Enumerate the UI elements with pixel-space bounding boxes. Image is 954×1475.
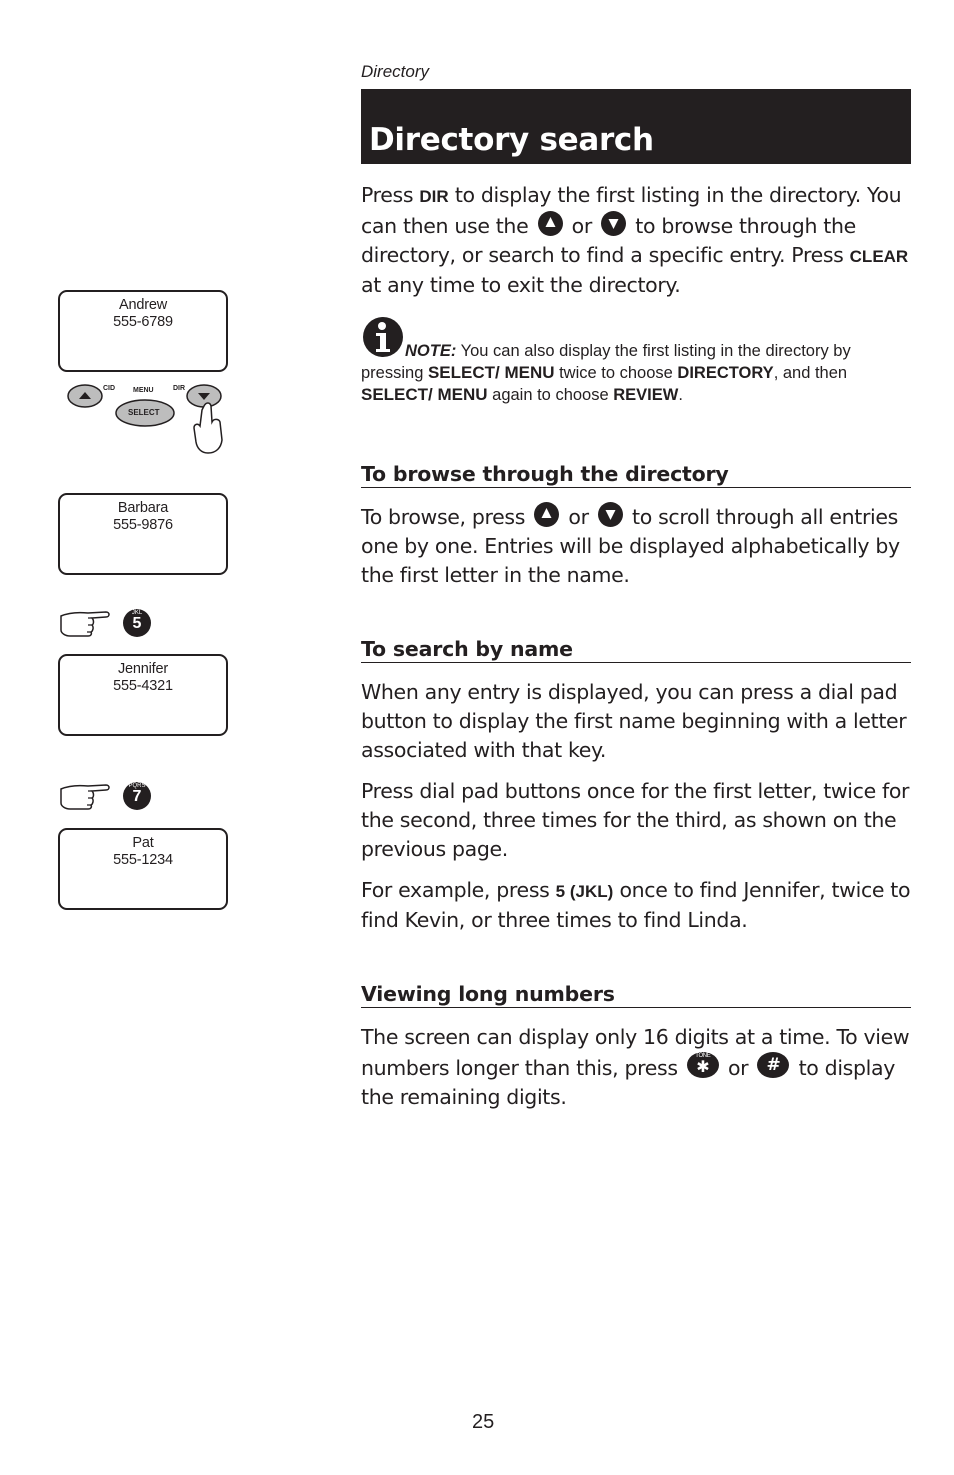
long-numbers-paragraph: The screen can display only 16 digits at a time. To view numbers longer than this, press TONE ✱ or # to display the remaining digits.	[361, 1025, 910, 1109]
note-label: NOTE:	[405, 342, 457, 360]
down-arrow-key-icon	[598, 502, 623, 527]
handset-screen-jennifer	[58, 654, 228, 736]
star-tone-key-icon: TONE ✱	[687, 1052, 719, 1078]
screen-number: 555-6789	[113, 314, 173, 330]
key-letters: JKL	[131, 610, 143, 616]
handset-nav-keys	[58, 380, 228, 455]
browse-paragraph: To browse, press or to scroll through all entries one by one. Entries will be displayed alphabetically by the first letter in the name.	[361, 502, 913, 590]
up-arrow-key-icon	[534, 502, 559, 527]
title-bar	[361, 89, 911, 164]
screen-number: 555-1234	[113, 852, 173, 868]
dir-key-label: DIR	[419, 187, 449, 206]
handset-screen-andrew	[58, 290, 228, 372]
keypad-hint-7	[58, 781, 158, 811]
cid-key-label: CID	[103, 385, 116, 392]
hash-key-icon: #	[757, 1052, 789, 1078]
page-title: Directory search	[369, 122, 654, 158]
screen-name: Jennifer	[118, 661, 168, 677]
intro-paragraph: Press DIR to display the first listing in the directory. You can then use the or to browse through the directory, or search to find a specific entry. Press CLEAR at any time to exit the directory.	[361, 183, 909, 297]
down-arrow-key-icon	[601, 211, 626, 236]
key-digit: 5	[132, 615, 142, 632]
handset-screen-barbara	[58, 493, 228, 575]
screen-name: Pat	[132, 835, 154, 851]
note-block: NOTE: You can also display the first listing in the directory by pressing SELECT/ MENU twice to choose DIRECTORY, and then SELECT/ MENU again to choose REVIEW.	[361, 316, 913, 406]
screen-number: 555-4321	[113, 678, 173, 694]
screen-number: 555-9876	[113, 517, 173, 533]
screen-name: Barbara	[117, 500, 169, 516]
search-heading: To search by name	[361, 637, 911, 663]
info-icon	[361, 316, 405, 358]
search-paragraph-2: Press dial pad buttons once for the first letter, twice for the second, three times for the third, as shown on the previous page.	[361, 779, 910, 861]
browse-heading: To browse through the directory	[361, 462, 911, 488]
screen-name: Andrew	[119, 297, 167, 313]
menu-key-label: MENU	[133, 387, 154, 394]
page-number: 25	[472, 1411, 495, 1433]
search-paragraph-3: For example, press 5 (JKL) once to find Jennifer, twice to find Kevin, or three times to find Linda.	[361, 878, 911, 932]
select-key-label: SELECT	[128, 408, 160, 417]
key-5-label: 5 (JKL)	[555, 882, 614, 901]
keypad-hint-5	[58, 608, 158, 638]
section-label: Directory	[361, 62, 430, 81]
key-letters: PQRS	[128, 783, 146, 789]
handset-screen-pat	[58, 828, 228, 910]
key-digit: 7	[132, 788, 142, 805]
long-numbers-heading: Viewing long numbers	[361, 982, 911, 1008]
search-paragraph-1: When any entry is displayed, you can press a dial pad button to display the first name beginning with a letter associated with that key.	[361, 680, 907, 762]
up-arrow-key-icon	[538, 211, 563, 236]
dir-key-label: DIR	[173, 385, 186, 392]
clear-key-label: CLEAR	[849, 247, 909, 266]
